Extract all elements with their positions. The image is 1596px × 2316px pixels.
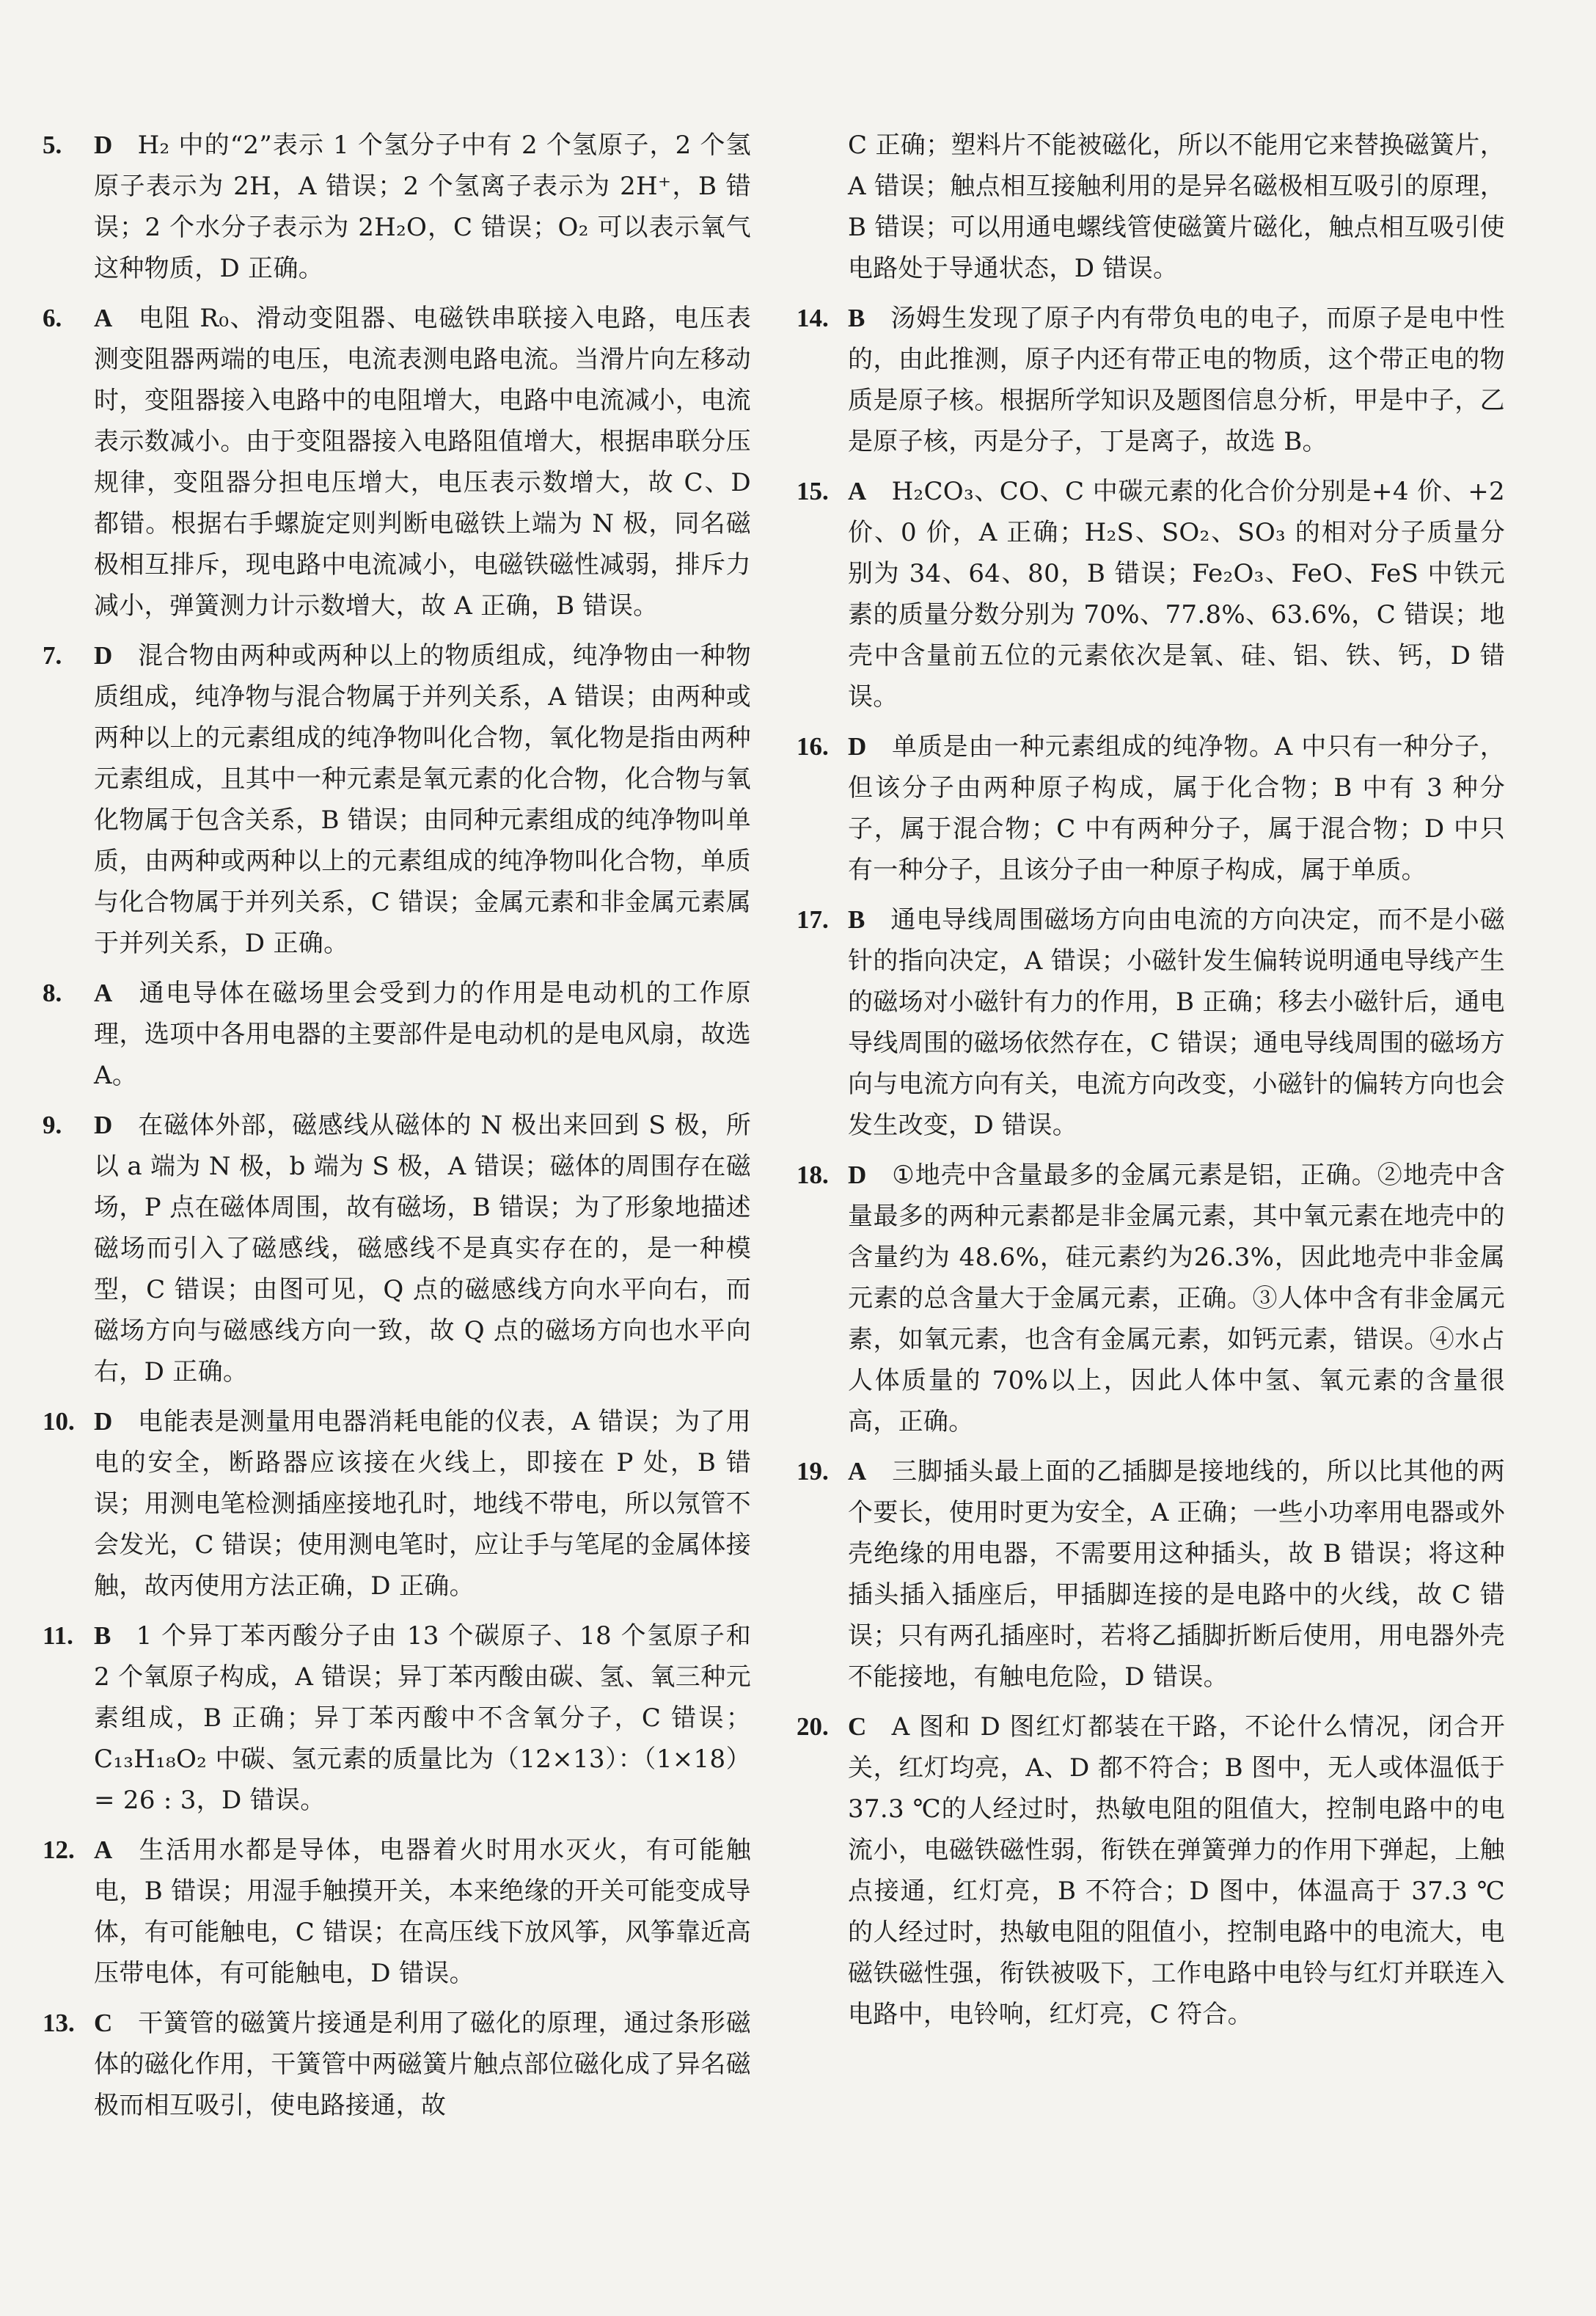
answer-letter: D bbox=[94, 131, 113, 159]
answer-item bbox=[797, 1451, 1505, 1698]
answer-item bbox=[797, 471, 1505, 717]
answer-letter: B bbox=[848, 905, 865, 934]
answer-item-continued bbox=[848, 125, 1505, 289]
answer-item bbox=[43, 298, 751, 627]
explanation-text bbox=[94, 1401, 751, 1607]
explanation-text bbox=[94, 2003, 751, 2126]
explanation-text bbox=[94, 1615, 751, 1821]
question-number: 20. bbox=[797, 1712, 829, 1741]
answer-letter: C bbox=[94, 2009, 113, 2037]
question-number: 17. bbox=[797, 905, 829, 934]
explanation-body: 在磁体外部，磁感线从磁体的 N 极出来回到 S 极，所以 a 端为 N 极，b 端为 S 极，A 错误；磁体的周围存在磁场，P 点在磁体周围，故有磁场，B 错误；为了形象地描述磁场而引入了磁感线，磁感线不是真实存在的，是一种模型，C 错误；由图可见，Q 点的磁感线方向水平向右，而磁场方向与磁感线方向一致，故 Q 点的磁场方向也水平向右，D 正确。 bbox=[94, 1111, 751, 1387]
answer-item bbox=[43, 1615, 751, 1821]
explanation-text bbox=[848, 298, 1505, 462]
answer-item bbox=[43, 635, 751, 964]
explanation-body: 汤姆生发现了原子内有带负电的电子，而原子是电中性的，由此推测，原子内还有带正电的物质，这个带正电的物质是原子核。根据所学知识及题图信息分析，甲是中子，乙是原子核，丙是分子，丁是离子，故选 B。 bbox=[848, 304, 1505, 456]
explanation-body: 单质是由一种元素组成的纯净物。A 中只有一种分子，但该分子由两种原子构成，属于化合物；B 中有 3 种分子，属于混合物；C 中有两种分子，属于混合物；D 中只有一种分子，且该分子由一种原子构成，属于单质。 bbox=[848, 732, 1505, 885]
answer-letter: D bbox=[848, 732, 867, 761]
answer-item bbox=[43, 1105, 751, 1392]
question-number: 5. bbox=[43, 131, 62, 159]
question-number: 8. bbox=[43, 979, 62, 1007]
answer-letter: D bbox=[848, 1161, 867, 1189]
explanation-body: 电能表是测量用电器消耗电能的仪表，A 错误；为了用电的安全，断路器应该接在火线上，即接在 P 处，B 错误；用测电笔检测插座接地孔时，地线不带电，所以氖管不会发光，C 错误；使用测电笔时，应让手与笔尾的金属体接触，故丙使用方法正确，D 正确。 bbox=[94, 1407, 751, 1601]
question-number: 12. bbox=[43, 1835, 75, 1864]
question-number: 10. bbox=[43, 1407, 75, 1436]
right-column bbox=[797, 125, 1505, 2274]
answer-item bbox=[797, 899, 1505, 1146]
question-number: 6. bbox=[43, 304, 62, 332]
question-number: 19. bbox=[797, 1457, 829, 1486]
explanation-text bbox=[94, 125, 751, 289]
answer-letter: D bbox=[94, 1111, 113, 1139]
explanation-text bbox=[94, 1105, 751, 1392]
explanation-body: 三脚插头最上面的乙插脚是接地线的，所以比其他的两个要长，使用时更为安全，A 正确；一些小功率用电器或外壳绝缘的用电器，不需要用这种插头，故 B 错误；将这种插头插入插座后，甲插脚连接的是电路中的火线，故 C 错误；只有两孔插座时，若将乙插脚折断后使用，用电器外壳不能接地，有触电危险，D 错误。 bbox=[848, 1457, 1505, 1692]
explanation-body: 混合物由两种或两种以上的物质组成，纯净物由一种物质组成，纯净物与混合物属于并列关系，A 错误；由两种或两种以上的元素组成的纯净物叫化合物，氧化物是指由两种元素组成，且其中一种元素是氧元素的化合物，化合物与氧化物属于包含关系，B 错误；由同种元素组成的纯净物叫单质，由两种或两种以上的元素组成的纯净物叫化合物，单质与化合物属于并列关系，C 错误；金属元素和非金属元素属于并列关系，D 正确。 bbox=[94, 641, 751, 958]
answer-letter: B bbox=[848, 304, 865, 332]
answer-item bbox=[43, 973, 751, 1096]
answer-letter: A bbox=[94, 979, 113, 1007]
explanation-text bbox=[848, 1451, 1505, 1698]
explanation-body: H₂ 中的“2”表示 1 个氢分子中有 2 个氢原子，2 个氢原子表示为 2H，A 错误；2 个氢离子表示为 2H⁺，B 错误；2 个水分子表示为 2H₂O，C 错误；O₂ 可以表示氧气这种物质，D 正确。 bbox=[94, 131, 751, 283]
answer-item bbox=[43, 2003, 751, 2126]
answer-letter: D bbox=[94, 641, 113, 670]
explanation-text bbox=[94, 973, 751, 1096]
explanation-body: H₂CO₃、CO、C 中碳元素的化合价分别是+4 价、+2 价、0 价，A 正确；H₂S、SO₂、SO₃ 的相对分子质量分别为 34、64、80，B 错误；Fe₂O₃、FeO、FeS 中铁元素的质量分数分别为 70%、77.8%、63.6%，C 错误；地壳中含量前五位的元素依次是氧、硅、铝、铁、钙，D 错误。 bbox=[848, 477, 1505, 712]
answer-letter: A bbox=[94, 1835, 113, 1864]
explanation-body: 生活用水都是导体，电器着火时用水灭火，有可能触电，B 错误；用湿手触摸开关，本来绝缘的开关可能变成导体，有可能触电，C 错误；在高压线下放风筝，风筝靠近高压带电体，有可能触电，D 错误。 bbox=[94, 1835, 751, 1988]
question-number: 9. bbox=[43, 1111, 62, 1139]
answer-letter: A bbox=[848, 477, 867, 505]
explanation-text bbox=[94, 298, 751, 627]
question-number: 7. bbox=[43, 641, 62, 670]
explanation-text bbox=[848, 471, 1505, 717]
explanation-text bbox=[848, 1706, 1505, 2035]
answer-item bbox=[43, 1830, 751, 1994]
answer-letter: A bbox=[848, 1457, 867, 1486]
explanation-body: 通电导体在磁场里会受到力的作用是电动机的工作原理，选项中各用电器的主要部件是电动机的是电风扇，故选 A。 bbox=[94, 979, 751, 1090]
explanation-body: 干簧管的磁簧片接通是利用了磁化的原理，通过条形磁体的磁化作用，干簧管中两磁簧片触点部位磁化成了异名磁极而相互吸引，使电路接通，故 bbox=[94, 2009, 751, 2120]
question-number: 11. bbox=[43, 1621, 73, 1650]
question-number: 13. bbox=[43, 2009, 75, 2037]
question-number: 16. bbox=[797, 732, 829, 761]
explanation-text bbox=[94, 635, 751, 964]
explanation-body: 通电导线周围磁场方向由电流的方向决定，而不是小磁针的指向决定，A 错误；小磁针发生偏转说明通电导线产生的磁场对小磁针有力的作用，B 正确；移去小磁针后，通电导线周围的磁场依然存在，C 错误；通电导线周围的磁场方向与电流方向有关，电流方向改变，小磁针的偏转方向也会发生改变，D 错误。 bbox=[848, 905, 1505, 1140]
question-number: 15. bbox=[797, 477, 829, 505]
explanation-text bbox=[848, 899, 1505, 1146]
answer-item bbox=[43, 125, 751, 289]
question-number: 14. bbox=[797, 304, 829, 332]
answer-letter: A bbox=[94, 304, 113, 332]
answer-letter: D bbox=[94, 1407, 113, 1436]
explanation-text bbox=[848, 726, 1505, 891]
answer-item bbox=[797, 1155, 1505, 1442]
explanation-body: A 图和 D 图红灯都装在干路，不论什么情况，闭合开关，红灯均亮，A、D 都不符合；B 图中，无人或体温低于 37.3 ℃的人经过时，热敏电阻的阻值大，控制电路中的电流小，电磁铁磁性弱，衔铁在弹簧弹力的作用下弹起，上触点接通，红灯亮，B 不符合；D 图中，体温高于 37.3 ℃的人经过时，热敏电阻的阻值小，控制电路中的电流大，电磁铁磁性强，衔铁被吸下，工作电路中电铃与红灯并联连入电路中，电铃响，红灯亮，C 符合。 bbox=[848, 1712, 1505, 2029]
explanation-text bbox=[848, 1155, 1505, 1442]
answer-item bbox=[43, 1401, 751, 1607]
left-column bbox=[43, 125, 751, 2274]
explanation-text bbox=[848, 125, 1505, 289]
explanation-body: 电阻 R₀、滑动变阻器、电磁铁串联接入电路，电压表测变阻器两端的电压，电流表测电路电流。当滑片向左移动时，变阻器接入电路中的电阻增大，电路中电流减小，电流表示数减小。由于变阻器接入电路阻值增大，根据串联分压规律，变阻器分担电压增大，电压表示数增大，故 C、D 都错。根据右手螺旋定则判断电磁铁上端为 N 极，同名磁极相互排斥，现电路中电流减小，电磁铁磁性减弱，排斥力减小，弹簧测力计示数增大，故 A 正确，B 错误。 bbox=[94, 304, 751, 621]
explanation-text bbox=[94, 1830, 751, 1994]
explanation-body: C 正确；塑料片不能被磁化，所以不能用它来替换磁簧片，A 错误；触点相互接触利用的是异名磁极相互吸引的原理，B 错误；可以用通电螺线管使磁簧片磁化，触点相互吸引使电路处于导通状态，D 错误。 bbox=[848, 131, 1505, 283]
answer-item bbox=[797, 1706, 1505, 2035]
explanation-body: ①地壳中含量最多的金属元素是铝，正确。②地壳中含量最多的两种元素都是非金属元素，其中氧元素在地壳中的含量约为 48.6%，硅元素约为26.3%，因此地壳中非金属元素的总含量大于金属元素，正确。③人体中含有非金属元素，如氧元素，也含有金属元素，如钙元素，错误。④水占人体质量的 70%以上，因此人体中氢、氧元素的含量很高，正确。 bbox=[848, 1161, 1505, 1436]
answer-letter: C bbox=[848, 1712, 867, 1741]
explanation-body: 1 个异丁苯丙酸分子由 13 个碳原子、18 个氢原子和 2 个氧原子构成，A 错误；异丁苯丙酸由碳、氢、氧三种元素组成，B 正确；异丁苯丙酸中不含氧分子，C 错误；C₁₃H₁₈O₂ 中碳、氢元素的质量比为（12×13）：（1×18）= 26 : 3，D 错误。 bbox=[94, 1621, 751, 1815]
question-number: 18. bbox=[797, 1161, 829, 1189]
answer-item bbox=[797, 726, 1505, 891]
answer-letter: B bbox=[94, 1621, 111, 1650]
answer-item bbox=[797, 298, 1505, 462]
